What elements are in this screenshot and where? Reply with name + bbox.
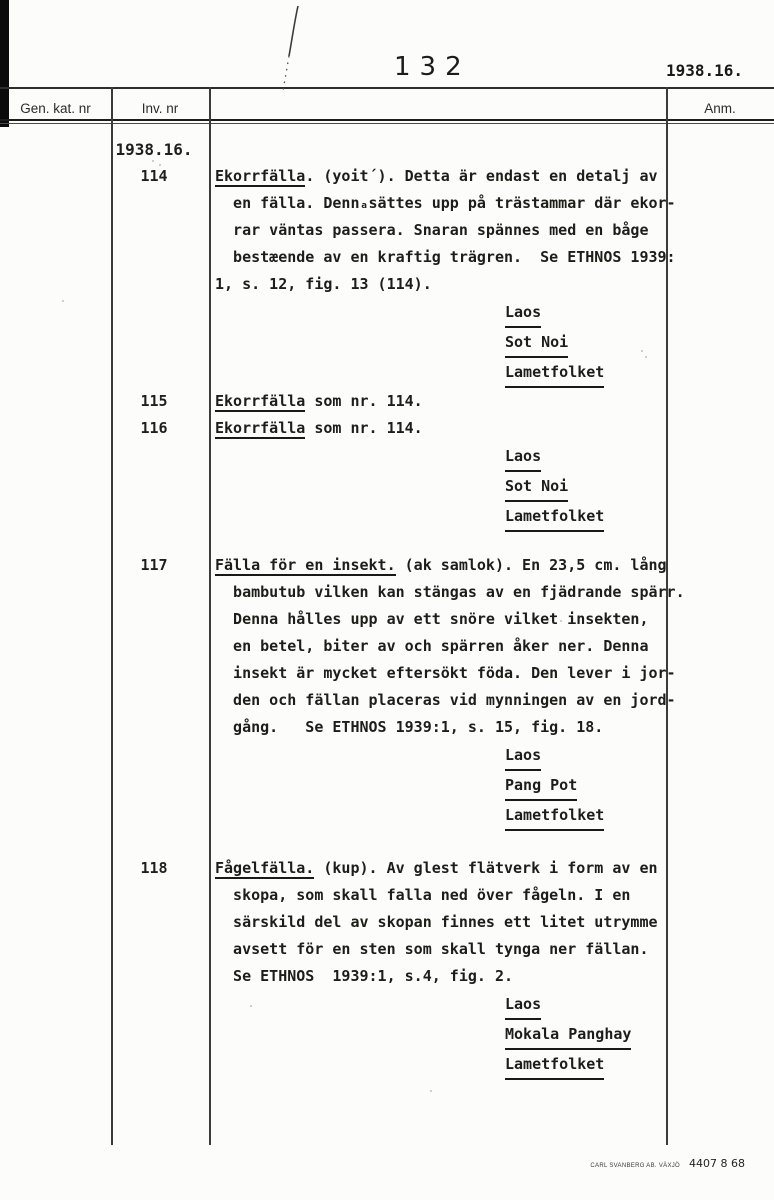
column-header-gen-kat-nr: Gen. kat. nr <box>20 100 91 116</box>
provenance-row <box>215 328 774 358</box>
printer-imprint: CARL SVANBERG AB. VÄXJÖ <box>590 1163 681 1169</box>
provenance-row <box>215 472 774 502</box>
object-title-rest: (ak samlok). En 23,5 cm. lång <box>395 556 667 574</box>
description-line: 1, s. 12, fig. 13 (114). <box>215 275 432 293</box>
provenance-label: Sot Noi <box>505 473 568 502</box>
catalog-entry <box>112 415 774 532</box>
entry-title-line <box>215 388 774 415</box>
entry-content <box>210 855 774 1080</box>
description-line: en betel, biter av och spärren åker ner. Denna <box>215 637 649 655</box>
provenance-label: Laos <box>505 443 541 472</box>
provenance-row <box>215 298 774 328</box>
provenance-row <box>215 442 774 472</box>
form-code: 4407 8 68 <box>689 1157 745 1170</box>
provenance-label: Laos <box>505 299 541 328</box>
entry-content <box>210 415 774 532</box>
description-line: den och fällan placeras vid mynningen av en jord- <box>215 691 676 709</box>
description-line: en fälla. Dennₐsättes upp på trästammar där ekor- <box>215 194 676 212</box>
provenance-row <box>215 1020 774 1050</box>
scan-speck <box>430 1090 432 1092</box>
inventory-number: 116 <box>140 419 168 437</box>
provenance-row <box>215 741 774 771</box>
description-line: skopa, som skall falla ned över fågeln. I en <box>215 886 631 904</box>
catalog-body <box>112 136 774 1080</box>
object-title-rest: (kup). Av glest flätverk i form av en <box>314 859 658 877</box>
provenance-row <box>215 801 774 831</box>
object-title: Ekorrfälla <box>215 419 306 437</box>
provenance-row <box>215 771 774 801</box>
object-title-rest: som nr. 114. <box>305 419 423 437</box>
entry-provenance <box>215 990 774 1080</box>
entry-title-line <box>215 552 774 579</box>
description-line: Se ETHNOS 1939:1, s.4, fig. 2. <box>215 967 514 985</box>
description-line: särskild del av skopan finnes ett litet utrymme <box>215 913 658 931</box>
description-line: Denna hålles upp av ett snöre vilket insekten, <box>215 610 649 628</box>
collection-label: 1938.16. <box>115 140 193 159</box>
catalog-entry <box>112 163 774 388</box>
entry-content <box>210 388 774 415</box>
provenance-row <box>215 502 774 532</box>
entry-title-line <box>215 163 774 190</box>
provenance-label: Lametfolket <box>505 503 604 532</box>
object-title-rest: . (yoit´). Detta är endast en detalj av <box>305 167 658 185</box>
pen-stroke <box>268 0 312 100</box>
page-number: 132 <box>394 52 471 82</box>
provenance-row <box>215 990 774 1020</box>
collection-label-row <box>112 136 774 163</box>
entry-content <box>210 552 774 831</box>
column-header-anm: Anm. <box>704 100 736 116</box>
provenance-row <box>215 358 774 388</box>
description-line: bambutub vilken kan stängas av en fjädrande spärr. <box>215 583 685 601</box>
entry-description <box>215 882 774 990</box>
provenance-row <box>215 1050 774 1080</box>
header-bottom-rule-thin <box>0 123 774 124</box>
description-line: bestæende av en kraftig trägren. Se ETHNOS 1939: <box>215 248 676 266</box>
entry-description <box>215 190 774 298</box>
object-title-rest: som nr. 114. <box>305 392 423 410</box>
catalog-entry <box>112 855 774 1080</box>
object-title: Ekorrfälla <box>215 167 306 185</box>
entry-content <box>210 163 774 388</box>
provenance-label: Lametfolket <box>505 359 604 388</box>
inventory-number: 115 <box>140 392 168 410</box>
description-line: avsett för en sten som skall tynga ner fällan. <box>215 940 649 958</box>
object-title: Fågelfälla. <box>215 859 315 877</box>
catalog-entry <box>112 388 774 415</box>
inventory-number: 117 <box>140 556 168 574</box>
entry-title-line <box>215 855 774 882</box>
provenance-label: Mokala Panghay <box>505 1021 631 1050</box>
scan-speck <box>62 300 64 302</box>
header-top-rule <box>0 87 774 89</box>
description-line: insekt är mycket eftersökt föda. Den lever i jor- <box>215 664 676 682</box>
entry-provenance <box>215 298 774 388</box>
collection-reference: 1938.16. <box>666 61 744 80</box>
inventory-number: 114 <box>140 167 168 185</box>
entry-provenance <box>215 741 774 831</box>
provenance-label: Laos <box>505 742 541 771</box>
object-title: Fälla för en insekt. <box>215 556 396 574</box>
object-title: Ekorrfälla <box>215 392 306 410</box>
entry-description <box>215 579 774 741</box>
entry-provenance <box>215 442 774 532</box>
provenance-label: Lametfolket <box>505 1051 604 1080</box>
provenance-label: Pang Pot <box>505 772 577 801</box>
description-line: rar väntas passera. Snaran spännes med en båge <box>215 221 649 239</box>
column-header-inv-nr: Inv. nr <box>141 100 179 116</box>
print-footer <box>590 1157 745 1170</box>
provenance-label: Lametfolket <box>505 802 604 831</box>
provenance-label: Laos <box>505 991 541 1020</box>
catalog-entry <box>112 552 774 831</box>
provenance-label: Sot Noi <box>505 329 568 358</box>
entry-title-line <box>215 415 774 442</box>
inventory-number: 118 <box>140 859 168 877</box>
entry-list <box>112 163 774 1080</box>
description-line: gång. Se ETHNOS 1939:1, s. 15, fig. 18. <box>215 718 604 736</box>
